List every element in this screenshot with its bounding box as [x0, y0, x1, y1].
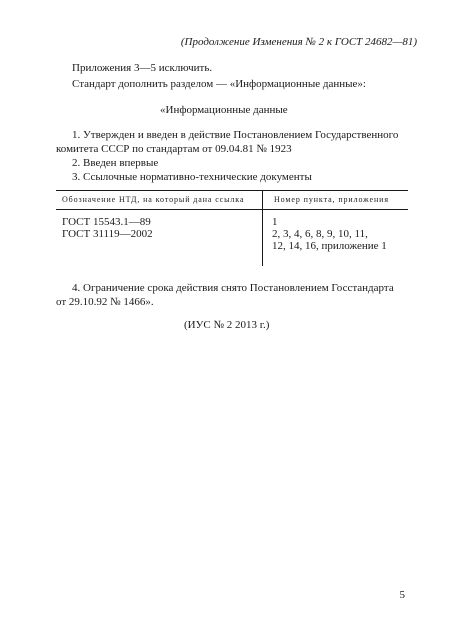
line-add-section: Стандарт дополнить разделом — «Информационные данные»:: [72, 78, 366, 90]
table-cell-doc-1: ГОСТ 15543.1—89: [62, 216, 151, 228]
table-header-document: Обозначение НТД, на который дана ссылка: [62, 195, 245, 204]
page-header: (Продолжение Изменения № 2 к ГОСТ 24682—81): [180, 36, 417, 48]
item-1-line-2: комитета СССР по стандартам от 09.04.81 № 1923: [56, 143, 292, 155]
table-cell-items-3: 12, 14, 16, приложение 1: [272, 240, 387, 252]
table-column-divider: [262, 190, 263, 266]
item-1-line-1: 1. Утвержден и введен в действие Постановлением Государственного: [72, 129, 399, 141]
item-4-line-1: 4. Ограничение срока действия снято Постановлением Госстандарта: [72, 282, 394, 294]
item-2: 2. Введен впервые: [72, 157, 159, 169]
page-number: 5: [399, 589, 405, 601]
table-cell-doc-2: ГОСТ 31119—2002: [62, 228, 153, 240]
table-cell-items-2: 2, 3, 4, 6, 8, 9, 10, 11,: [272, 228, 368, 240]
table-header-items: Номер пункта, приложения: [274, 195, 389, 204]
item-3: 3. Ссылочные нормативно-технические документы: [72, 171, 312, 183]
section-title: «Информационные данные: [160, 104, 288, 116]
table-top-rule: [56, 190, 408, 191]
ius-reference: (ИУС № 2 2013 г.): [184, 319, 270, 331]
table-cell-items-1: 1: [272, 216, 278, 228]
table-header-rule: [56, 209, 408, 210]
item-4-line-2: от 29.10.92 № 1466».: [56, 296, 154, 308]
line-appendices-excluded: Приложения 3—5 исключить.: [72, 62, 213, 74]
